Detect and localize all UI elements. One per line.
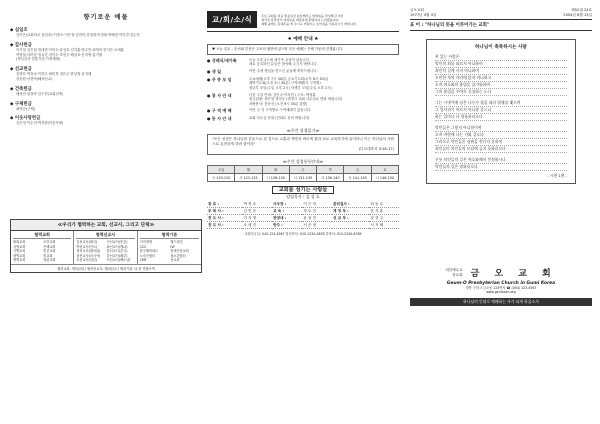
masthead-lines	[257, 14, 399, 26]
cooperation-item: 열린교회	[43, 258, 56, 262]
servant-role: 장 로 :	[207, 201, 242, 208]
servant-name: 박 정 호	[242, 201, 272, 208]
poem-line: 악인들은 그렇지 아니함이여	[435, 125, 567, 132]
announcement-line: 차량봉사: 한동진 (오전 9시 30분 출발)	[249, 101, 308, 106]
servant-role: 재 정 부 :	[332, 208, 369, 215]
poem-line: 하는 일마다 다 형통하리로다	[435, 114, 567, 121]
servant-name: 이 은 미	[302, 201, 332, 208]
church-info	[410, 266, 592, 294]
cooperation-column	[11, 231, 74, 264]
church-address: 경북 구미시 금오동 123번지 ☎ (054) 123-4567	[465, 286, 537, 290]
announcement-line: 이번 주에 생일을 맞으신 분들께 축하드립니다.	[249, 68, 318, 73]
reading-cell: 시 126-130	[262, 174, 289, 182]
offering-line: (생일감사·결혼기념·가정예배)	[16, 57, 61, 62]
reading-cell: 시 121-125	[235, 174, 262, 182]
cooperation-item: 새벽교회	[13, 253, 26, 258]
cooperation-item: 기쁨교회	[13, 249, 26, 253]
cooperation-item: 은혜교회	[43, 244, 56, 249]
cooperation-grid	[11, 231, 201, 264]
poem-line: 그의 율법을 주야로 묵상하는 도다	[435, 89, 567, 96]
church-website: www.geumoch.org	[486, 290, 516, 295]
servant-name: 서 은 정	[302, 222, 332, 229]
servant-row	[207, 215, 399, 222]
cooperation-item: 생명교회	[13, 258, 26, 262]
offering-line: 배성민·임정아·김도현(교회건축)	[16, 91, 64, 96]
servant-row	[207, 208, 399, 215]
servants-table	[207, 201, 399, 229]
servant-name: 이 지 영	[242, 215, 272, 222]
servant-role: 부 목 사 :	[207, 208, 242, 215]
notice-text: ♥ 오늘 설교 – 순서와 본문은 주보의 뒷면에 있으며 모든 예배는 은혜 가운데 진행됩니다.	[207, 44, 399, 55]
cooperation-item: 선교회	[170, 258, 180, 262]
masthead-line: 새가족 담당자가 여러분을 따뜻하게 환영하여 드리겠습니다.	[261, 17, 340, 22]
weekday-header: 금	[344, 166, 371, 174]
announcement-line: 수요예배(오후 7시 30분) 금요기도회(오후 8시 30분)	[249, 76, 329, 81]
masthead	[207, 8, 399, 32]
offering-section-body	[10, 121, 202, 126]
cooperation-items	[140, 240, 199, 263]
offering-section-body	[10, 48, 202, 62]
poem-body	[435, 54, 567, 171]
church-name: 금 오 교 회	[470, 269, 557, 279]
weekly-reading-title: ≪주간 성경통독안내≫	[282, 159, 324, 165]
denomination: 대한예수교	[445, 268, 463, 273]
announcement	[207, 77, 399, 91]
cooperation-column-head: 협력교회	[13, 232, 71, 239]
weekday-header: 화	[262, 166, 289, 174]
poem-line: 죄인들이 의인들의 모임에 들지 못하리로다	[435, 146, 567, 153]
cooperation-item: 이선교사(몽골)	[106, 240, 128, 244]
announcement-label: ● 봉 사 안 내	[207, 92, 232, 98]
cooperation-item: 박선교사(인도)	[76, 244, 98, 249]
announcement-text	[249, 93, 342, 107]
offering-line: 최명순(구제)	[16, 106, 36, 111]
cooperation-item: CMF	[139, 258, 147, 262]
weekday-header: 주일	[208, 166, 235, 174]
servant-role: 선 교 부 :	[332, 215, 369, 222]
announcement	[207, 108, 399, 114]
offering-section-body	[10, 72, 202, 82]
right-column	[410, 8, 592, 308]
announcement	[207, 58, 399, 67]
offering-section-head: ◆ 건축헌금	[10, 86, 202, 92]
poem-line: 무릇 의인들의 길은 여호와께서 인정하시나	[435, 157, 567, 164]
cooperation-item: 기아대책	[139, 240, 152, 244]
verse-box	[207, 134, 399, 155]
weekday-header: 월	[235, 166, 262, 174]
issue-header	[410, 8, 592, 17]
announcement	[207, 69, 399, 75]
cooperation-footer: 협력교회: 개척교회 / 협력선교사: 해외선교 / 협력기관: 다 한 연합사역	[11, 264, 201, 272]
servant-name: 오 세 진	[242, 222, 272, 229]
reading-cell: 시 136-140	[317, 174, 344, 182]
servant-role: 사무장 :	[272, 201, 302, 208]
poem-line: 죄인의 길에 서지 아니하며	[435, 68, 567, 75]
offering-section-head: ◆ 감사헌금	[10, 42, 202, 48]
announcement-label: ● 주 중 모 임	[207, 76, 232, 82]
offering-line: 이병철·서미란·정유진·강민수·조현주·배성호·신지영·홍기원	[16, 52, 103, 57]
church-english-name: Geum-O Presbyterian Church in Gumi Korea	[446, 281, 556, 286]
cooperation-item: 강선교사(페루)	[106, 253, 128, 258]
servant-role	[332, 222, 369, 229]
offering-section-head: ◆ 십일조	[10, 27, 202, 33]
cooperation-column-head: 협력선교사	[76, 232, 134, 239]
cooperation-title: ≪우리가 협력하는 교회, 선교사, 그리고 단체≫	[11, 220, 201, 231]
cooperation-item: 믿음교회	[43, 249, 56, 253]
announcement	[207, 116, 399, 122]
cooperation-item: 한선교사(중국)	[106, 249, 128, 253]
offering-section-head: ◆ 구제헌금	[10, 101, 202, 107]
poem-line: 오직 여호와의 율법을 즐거워하여	[435, 82, 567, 89]
issue-date: 2004년 6월 13일	[563, 12, 592, 17]
servant-name: 윤 성 민	[302, 215, 332, 222]
offering-line: 김은정·이수민·박지원(이웃사랑)	[16, 121, 64, 126]
cooperation-item: 김선교사(태국)	[76, 240, 98, 244]
offering-title: 향기로운 예물	[83, 14, 129, 21]
announcement-text	[249, 69, 318, 75]
cooperation-items	[13, 240, 71, 263]
cooperation-item: 윤선교사(러시아)	[76, 253, 101, 258]
cooperation-item: CCC	[139, 244, 147, 249]
offering-sections	[10, 27, 202, 126]
church-short: 금오교회	[410, 8, 424, 12]
servant-role: 반주 :	[272, 222, 302, 229]
cooperation-column	[74, 231, 137, 264]
cooperation-box	[10, 219, 202, 273]
servant-name: 한 지 훈	[369, 208, 399, 215]
middle-column	[207, 8, 399, 308]
poem-line: 오직 바람에 나는 겨와 같도다	[435, 132, 567, 139]
announcement-label: ● 동 사 안 내	[207, 116, 232, 122]
servants-title: 교회를 섬기는 사람들	[207, 186, 399, 193]
cooperation-item: 최선교사(케냐)	[106, 244, 128, 249]
announcement-line: 헌금위원: 최은영·정다운 (변경시 교회 사무실로 연락 바랍니다)	[249, 97, 343, 102]
denomination: 장로회	[452, 272, 463, 277]
offering-line: 강동원·서현아(해외선교)	[16, 76, 53, 81]
cooperation-item: 조선교사(일본)	[76, 258, 98, 262]
cooperation-item: 소망교회	[43, 240, 56, 244]
weekday-header: 토	[371, 166, 398, 174]
servant-role: 관리집사 :	[332, 201, 369, 208]
announcement-text	[249, 58, 318, 67]
cooperation-item: 서선교사(베트남)	[106, 258, 131, 262]
cooperation-item: 평화교회	[13, 240, 26, 244]
offering-section-body	[10, 33, 202, 38]
masthead-line: 주보 교회를 처음 방문하신 분들께서는 방명록을 작성해 주시면	[261, 13, 344, 18]
servant-row	[207, 222, 399, 229]
announcement-text	[249, 77, 332, 91]
cooperation-item: IVF	[170, 244, 176, 249]
cooperation-item: 장애인선교회	[170, 249, 189, 253]
verse-title: ≪주간 성경읽기≫	[286, 128, 320, 134]
announcement-label: ● 생 일	[207, 68, 222, 74]
servant-name: 최 동 수	[369, 201, 399, 208]
cooperation-item: 청소년쉼터	[170, 253, 186, 258]
cooperation-item: 한국해비타트	[139, 249, 159, 253]
announcement	[207, 93, 399, 107]
offering-section-head: ◆ 선교헌금	[10, 66, 202, 72]
announcement-line: 새로 등록하신 분들은 참석해 주시기 바랍니다.	[249, 62, 318, 67]
news-logo: 교/회/소/식	[207, 11, 257, 28]
poem-box	[426, 39, 576, 184]
cooperation-item: 노숙인쉼터	[139, 253, 156, 258]
cooperation-items	[76, 240, 134, 263]
servant-role: 교 육 :	[272, 208, 302, 215]
offering-section-head: ◆ 이웃사랑헌금	[10, 115, 202, 121]
offering-section-body	[10, 107, 202, 112]
offering-line: 김영호·박정숙·이현우·최미경·정은주·한상철·윤지혜	[16, 72, 92, 77]
reading-cell: 시 131-135	[289, 174, 316, 182]
poem-line: 그 잎사귀가 마르지 아니함 같으니	[435, 107, 567, 114]
announcement-line: 청년부 모임(주일 오후 2시) 학생부 모임(주일 오후 1시)	[249, 85, 332, 90]
issue-number: 제52권 24호	[571, 8, 592, 12]
cooperation-column	[138, 231, 201, 264]
poem-title: 하나님이 축복하시는 사람	[474, 45, 527, 51]
announcement-text	[249, 116, 309, 122]
servant-name: 강 현 주	[369, 215, 399, 222]
poem-line: 그는 시냇가에 심은 나무가 철을 따라 열매를 맺으며	[435, 100, 567, 107]
cooperation-item: 빛교회	[43, 253, 53, 258]
servant-role: 찬양대 :	[272, 215, 302, 222]
reading-cell: 시 119-120	[208, 174, 235, 182]
motto-bar: 하나님의 뜻대로 예배하는 자가 되게 하옵소서	[410, 298, 592, 306]
poem-line: 복 있는 사람은	[435, 54, 567, 61]
masthead-line: 예배 중에는 휴대폰을 꺼 주시고 어린이는 유아실을 이용하시기 바랍니다.	[261, 21, 357, 26]
announcement-line: 오늘 오후 2시에 새가족 교육이 있습니다.	[249, 57, 311, 62]
poem-line: 악인들의 길은 망하리로다	[435, 164, 567, 171]
cooperation-item: 정선교사(필리핀)	[76, 249, 101, 253]
announcement-label: ● 구 역 예 배	[207, 108, 232, 114]
poem-line: 오만한 자의 자리에 앉지 아니하고	[435, 75, 567, 82]
announcement-line: 새벽기도회(오전 5시 30분) 구역예배(각 구역별)	[249, 81, 321, 86]
announcement-line: 이번 주 각 구역별로 구역예배가 있습니다.	[249, 108, 312, 113]
weekday-header: 목	[317, 166, 344, 174]
cooperation-column-head: 협력기관	[140, 232, 199, 239]
servant-name: 김 민 준	[242, 208, 272, 215]
notice-title: ♠ 예배 안내 ♠	[287, 37, 319, 42]
offering-line: 이기철·김은희·정대현·이미숙·윤성호·김지훈·박수민·최영미·한지은·오세훈	[16, 47, 124, 52]
poem-line: 그러므로 악인들은 심판을 견디지 못하며	[435, 139, 567, 146]
announcements	[207, 58, 399, 123]
announcement-text	[249, 108, 311, 114]
servant-name: 정 수 진	[302, 208, 332, 215]
servant-role: 전 도 사 :	[207, 222, 242, 229]
cooperation-item: 월드비전	[170, 240, 183, 244]
announcement-label: ● 성례식/새가족	[207, 57, 237, 63]
weekday-header: 수	[289, 166, 316, 174]
reading-cell: 시 141-145	[344, 174, 371, 182]
founded-date: 1977년 4월 4일	[410, 12, 437, 17]
announcement-line: 교회 사무실 안내 (전화로 문의 바랍니다)	[249, 116, 310, 121]
servant-name: 서 지 혜	[369, 222, 399, 229]
church-motto: 표 어 : "하나님의 뜻을 이루어가는 교회"	[410, 19, 592, 31]
verse-ref: (디모데후서 3:16-17)	[358, 147, 394, 152]
cooperation-item: 사랑교회	[13, 244, 26, 249]
senior-pastor: 담임목사 : 김 성 호	[286, 194, 320, 200]
reading-cell: 시 146-150	[371, 174, 398, 182]
weekly-reading-table	[207, 165, 399, 182]
servant-role: 전 도 사 :	[207, 215, 242, 222]
servants-footer: 교회사무실: 043-123-4567 담임목사: 010-1234-5678 부목사: 010-2345-6789	[244, 232, 362, 237]
offering-section-body	[10, 92, 202, 97]
offering-line: 김이은(교회학교 십일조)·이현오·이은정·김현미·김영희·이정희·박혜경·이미경·김수연	[16, 33, 140, 37]
poem-line: 악인의 꾀를 따르지 아니하며	[435, 61, 567, 68]
verse-text: "모든 성경은 하나님의 감동으로 된 것으로 교훈과 책망과 바르게 함과 의로 교육하기에 유익하니 이는 하나님의 사람으로 온전하게 하려 함이라"	[212, 137, 394, 147]
announcement-line: 다음 주일 안내: 김민수·이지현 / 주보: 박성훈	[249, 92, 316, 97]
poem-ref: - 시편 1편 -	[547, 173, 567, 179]
